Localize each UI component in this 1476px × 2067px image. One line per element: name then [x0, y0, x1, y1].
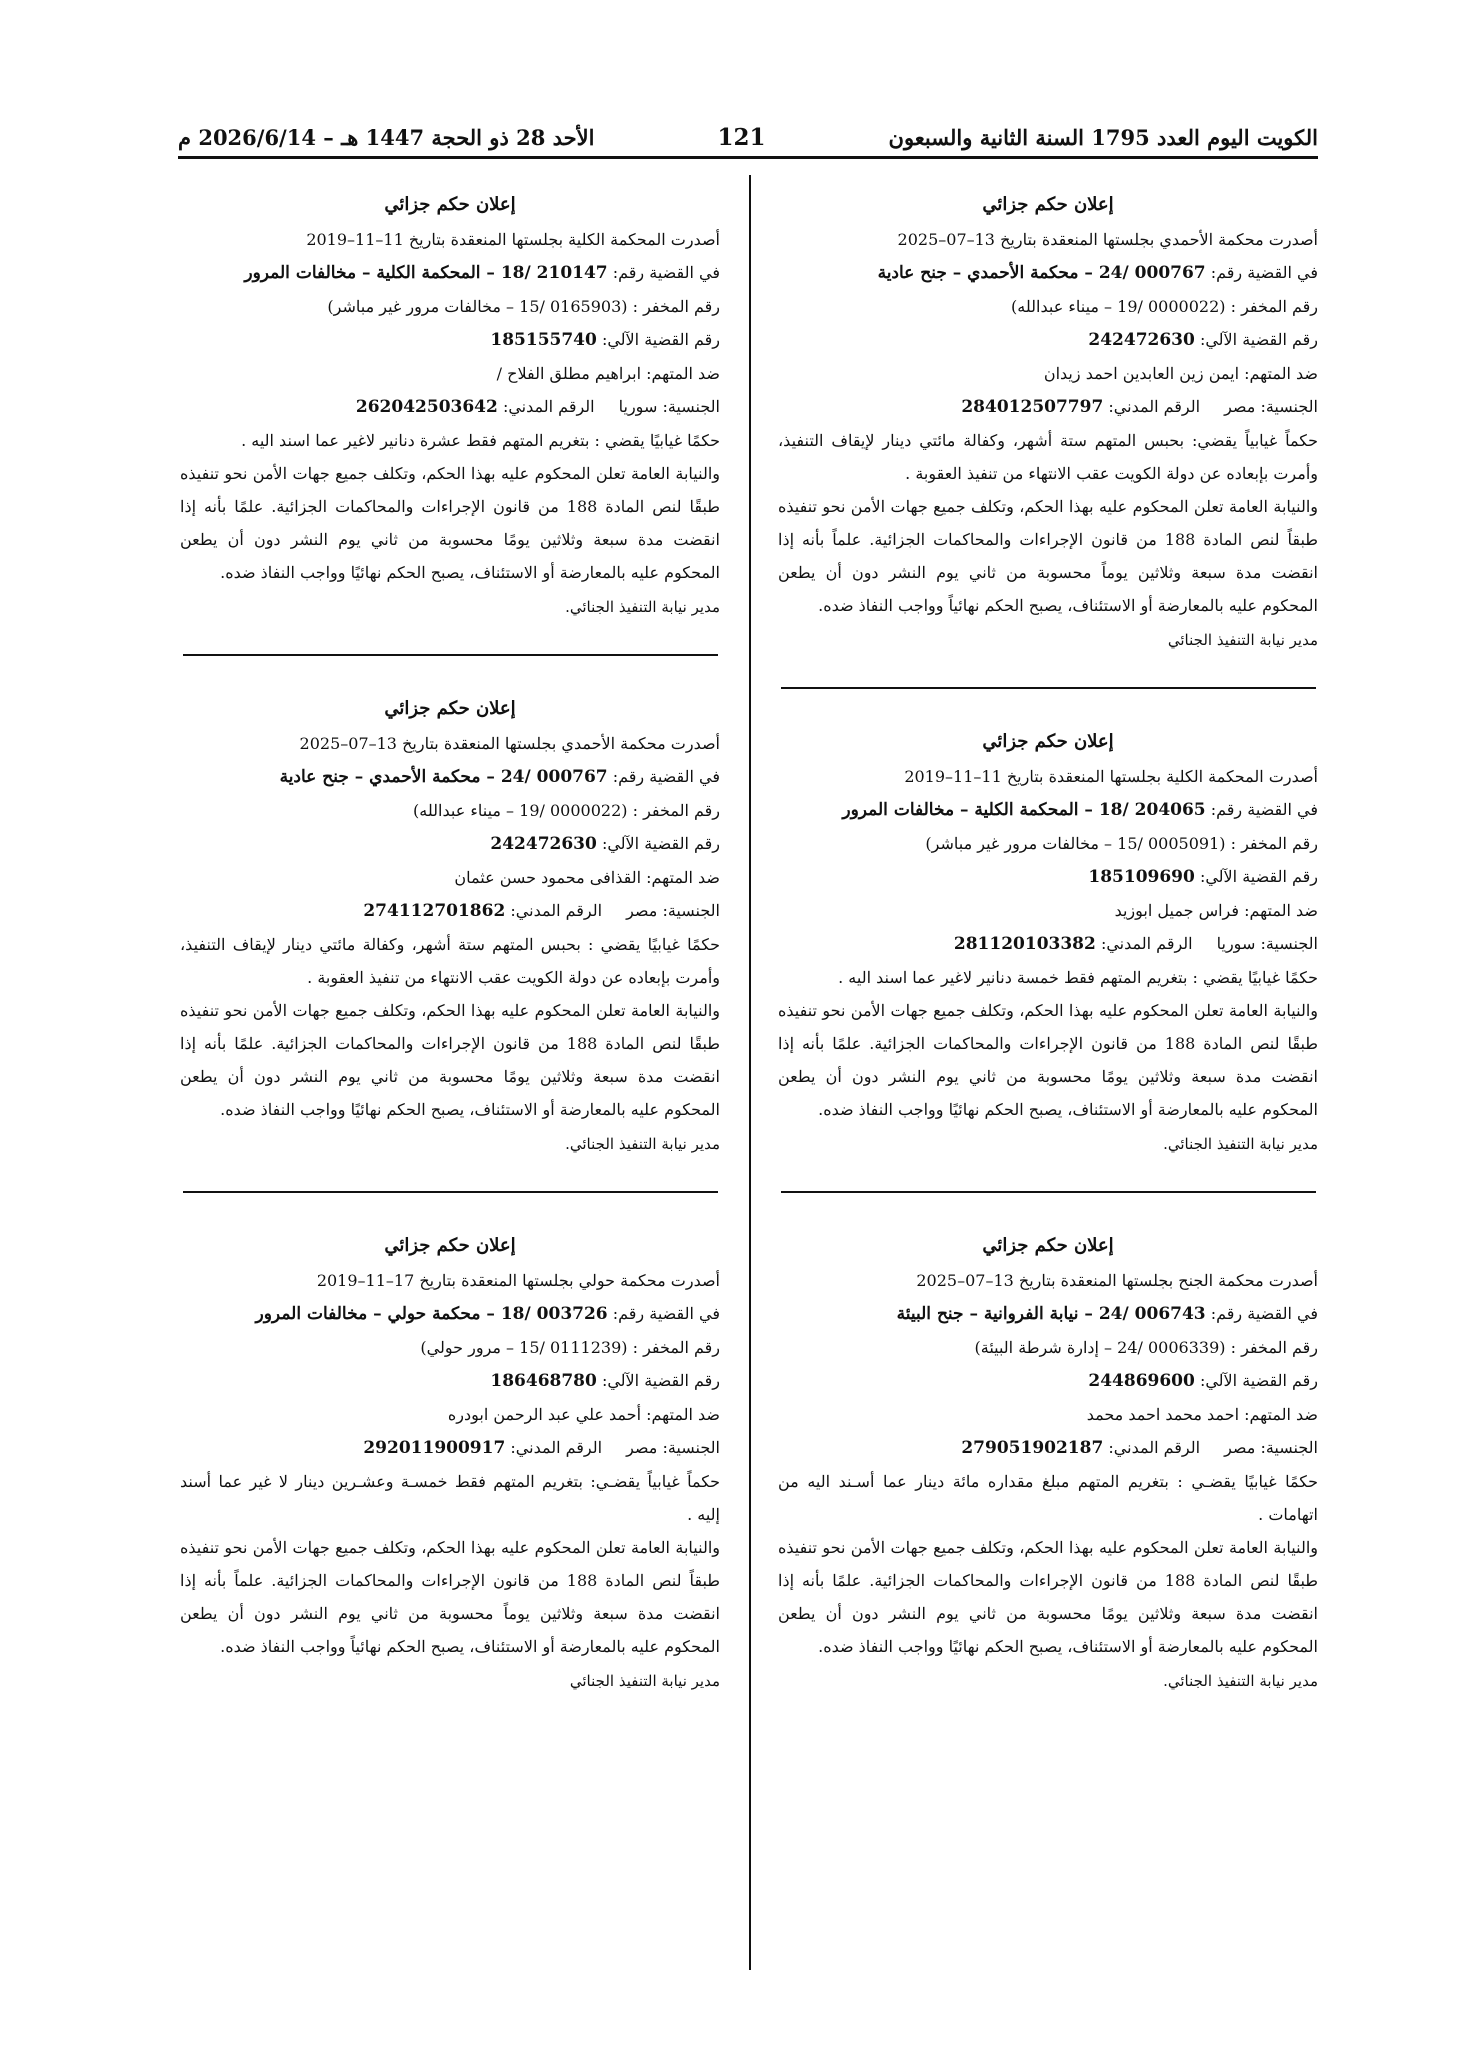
civil-number-value: 292011900917 [363, 1438, 506, 1458]
accused-label: ضد المتهم: [646, 364, 720, 383]
case-number-line [180, 760, 720, 794]
nationality-value: مصر [1224, 397, 1256, 416]
page-number: 121 [717, 123, 766, 151]
issued-by-line: أصدرت محكمة الأحمدي بجلستها المنعقدة بتاريخ 13–07–2025 [299, 734, 720, 753]
station-number-label: رقم المخفر : [632, 297, 720, 316]
auto-case-number-label: رقم القضية الآلي: [1199, 330, 1318, 349]
notice-separator [183, 1191, 718, 1193]
announcement-text: والنيابة العامة تعلن المحكوم عليه بهذا الحكم، وتكلف جميع جهات الأمن نحو تنفيذه طبقاً لنص المادة 188 من قانون الإجراءات والمحاكمات الجزائية. علماً بأنه إذا انقضت مدة سبعة وثلاثين يوماً محسوبة من ثاني يوم النشر دون أن يطعن المحكوم عليه بالمعارضة أو الاستئناف، يصبح الحكم نهائياً وواجب النفاذ ضده. [180, 1538, 721, 1656]
judgment-text: حكماً غيابياً يقضـي: بتغريم المتهم فقط خمسـة وعشـرين دينار لا غير عما أسند إليه . [180, 1472, 720, 1524]
accused-name: القذافى محمود حسن عثمان [454, 868, 642, 887]
auto-case-number-line [778, 860, 1318, 894]
judgment-text: حكمًا غيابيًا يقضي : بتغريم المتهم فقط خمسة دنانير لاغير عما اسند اليه . [838, 968, 1318, 987]
station-number-line [180, 794, 720, 827]
civil-number-label: الرقم المدني: [510, 1438, 603, 1457]
accused-line [180, 1398, 720, 1431]
auto-case-number-value: 244869600 [1088, 1371, 1195, 1391]
judgment-text: حكمًا غيابيًا يقضـي : بتغريم المتهم مبلغ مقداره مائة دينار عما أسـند اليه من اتهامات . [778, 1472, 1318, 1524]
notice-title: إعلان حكم جزائي [982, 194, 1114, 215]
notice [180, 1229, 720, 1698]
auto-case-number-line [180, 827, 720, 861]
case-number-value: 204065 /18 – المحكمة الكلية – مخالفات المرور [842, 800, 1206, 820]
issued-by-line: أصدرت المحكمة الكلية بجلستها المنعقدة بتاريخ 11–11–2019 [306, 230, 720, 249]
case-number-label: في القضية رقم: [612, 263, 720, 282]
auto-case-number-value: 242472630 [1088, 330, 1195, 350]
case-number-line [778, 793, 1318, 827]
notice-separator [781, 1191, 1316, 1193]
accused-line [778, 1398, 1318, 1431]
issued-by-line: أصدرت محكمة الجنح بجلستها المنعقدة بتاريخ 13–07–2025 [916, 1271, 1318, 1290]
nationality-line [180, 894, 720, 928]
auto-case-number-value: 186468780 [490, 1371, 597, 1391]
case-number-value: 003726 /18 – محكمة حولي – مخالفات المرور [255, 1304, 608, 1324]
case-number-value: 006743 /24 – نيابة الفروانية – جنح البيئة [896, 1304, 1206, 1324]
notice [778, 1229, 1318, 1698]
judgment-text: حكمًا غيابيًا يقضي : بحبس المتهم ستة أشهر، وكفالة مائتي دينار لإيقاف التنفيذ، وأمرت بإبعاده عن دولة الكويت عقب الانتهاء من تنفيذ العقوبة . [180, 935, 720, 987]
nationality-value: مصر [1224, 1438, 1256, 1457]
issue-date: الأحد 28 ذو الحجة 1447 هـ – 2026/6/14 م [178, 124, 595, 150]
case-number-label: في القضية رقم: [1210, 800, 1318, 819]
gazette-issue: الكويت اليوم العدد 1795 السنة الثانية والسبعون [888, 124, 1318, 150]
case-number-value: 000767 /24 – محكمة الأحمدي – جنح عادية [877, 263, 1206, 283]
station-number-line [778, 1331, 1318, 1364]
issued-by-line: أصدرت المحكمة الكلية بجلستها المنعقدة بتاريخ 11–11–2019 [904, 767, 1318, 786]
announcement-text: والنيابة العامة تعلن المحكوم عليه بهذا الحكم، وتكلف جميع جهات الأمن نحو تنفيذه طبقاً لنص المادة 188 من قانون الإجراءات والمحاكمات الجزائية. علماً بأنه إذا انقضت مدة سبعة وثلاثين يوماً محسوبة من ثاني يوم النشر دون أن يطعن المحكوم عليه بالمعارضة أو الاستئناف، يصبح الحكم نهائياً وواجب النفاذ ضده. [778, 497, 1319, 615]
civil-number-label: الرقم المدني: [510, 901, 603, 920]
case-number-label: في القضية رقم: [612, 1304, 720, 1323]
notice-separator [781, 687, 1316, 689]
accused-label: ضد المتهم: [646, 1405, 720, 1424]
civil-number-label: الرقم المدني: [1108, 1438, 1201, 1457]
nationality-value: سوريا [1216, 934, 1256, 953]
accused-label: ضد المتهم: [646, 868, 720, 887]
signature: مدير نيابة التنفيذ الجنائي [1167, 631, 1318, 649]
station-number-label: رقم المخفر : [632, 1338, 720, 1357]
accused-name: ابراهيم مطلق الفلاح / [496, 364, 642, 383]
accused-line [778, 357, 1318, 390]
nationality-line [180, 1431, 720, 1465]
station-number-line [180, 1331, 720, 1364]
signature: مدير نيابة التنفيذ الجنائي. [565, 598, 720, 616]
notice-title: إعلان حكم جزائي [384, 698, 516, 719]
nationality-label: الجنسية: [662, 397, 720, 416]
case-number-line [778, 256, 1318, 290]
auto-case-number-value: 185155740 [490, 330, 597, 350]
civil-number-label: الرقم المدني: [1108, 397, 1201, 416]
auto-case-number-line [180, 1364, 720, 1398]
civil-number-value: 262042503642 [355, 397, 498, 417]
station-number-label: رقم المخفر : [1230, 834, 1318, 853]
accused-label: ضد المتهم: [1244, 1405, 1318, 1424]
column-divider [749, 175, 751, 1970]
page-header [178, 118, 1318, 159]
civil-number-label: الرقم المدني: [1100, 934, 1193, 953]
notice-title: إعلان حكم جزائي [384, 194, 516, 215]
notice-separator [183, 654, 718, 656]
auto-case-number-line [778, 1364, 1318, 1398]
nationality-label: الجنسية: [1260, 397, 1318, 416]
nationality-value: مصر [626, 901, 658, 920]
right-column [778, 188, 1318, 1698]
accused-label: ضد المتهم: [1244, 364, 1318, 383]
accused-name: ايمن زين العابدين احمد زيدان [1043, 364, 1240, 383]
civil-number-label: الرقم المدني: [502, 397, 595, 416]
notice [180, 188, 720, 624]
civil-number-value: 279051902187 [961, 1438, 1104, 1458]
case-number-line [778, 1297, 1318, 1331]
station-number-line [778, 290, 1318, 323]
station-number-label: رقم المخفر : [1230, 1338, 1318, 1357]
announcement-text: والنيابة العامة تعلن المحكوم عليه بهذا الحكم، وتكلف جميع جهات الأمن نحو تنفيذه طبقًا لنص المادة 188 من قانون الإجراءات والمحاكمات الجزائية. علمًا بأنه إذا انقضت مدة سبعة وثلاثين يومًا محسوبة من ثاني يوم النشر دون أن يطعن المحكوم عليه بالمعارضة أو الاستئناف، يصبح الحكم نهائيًا وواجب النفاذ ضده. [778, 1001, 1319, 1119]
nationality-line [778, 390, 1318, 424]
auto-case-number-value: 185109690 [1088, 867, 1195, 887]
notice [778, 725, 1318, 1161]
accused-line [180, 357, 720, 390]
auto-case-number-value: 242472630 [490, 834, 597, 854]
notice [778, 188, 1318, 657]
notice [180, 692, 720, 1161]
auto-case-number-label: رقم القضية الآلي: [1199, 1371, 1318, 1390]
notice-title: إعلان حكم جزائي [982, 1235, 1114, 1256]
accused-name: احمد محمد احمد محمد [1086, 1405, 1240, 1424]
issued-by-line: أصدرت محكمة حولي بجلستها المنعقدة بتاريخ 17–11–2019 [316, 1271, 720, 1290]
nationality-line [180, 390, 720, 424]
case-number-value: 210147 /18 – المحكمة الكلية – مخالفات المرور [244, 263, 608, 283]
case-number-label: في القضية رقم: [1210, 1304, 1318, 1323]
signature: مدير نيابة التنفيذ الجنائي. [1163, 1135, 1318, 1153]
auto-case-number-label: رقم القضية الآلي: [601, 834, 720, 853]
nationality-line [778, 927, 1318, 961]
nationality-line [778, 1431, 1318, 1465]
auto-case-number-label: رقم القضية الآلي: [1199, 867, 1318, 886]
civil-number-value: 281120103382 [953, 934, 1096, 954]
issued-by-line: أصدرت محكمة الأحمدي بجلستها المنعقدة بتاريخ 13–07–2025 [897, 230, 1318, 249]
left-column [180, 188, 720, 1698]
judgment-text: حكمًا غيابيًا يقضي : بتغريم المتهم فقط عشرة دنانير لاغير عما اسند اليه . [241, 431, 720, 450]
station-number-line [180, 290, 720, 323]
notice-title: إعلان حكم جزائي [384, 1235, 516, 1256]
signature: مدير نيابة التنفيذ الجنائي [569, 1672, 720, 1690]
auto-case-number-line [778, 323, 1318, 357]
station-number-value: (0000022 /19 – ميناء عبدالله) [1011, 297, 1226, 316]
case-number-label: في القضية رقم: [612, 767, 720, 786]
announcement-text: والنيابة العامة تعلن المحكوم عليه بهذا الحكم، وتكلف جميع جهات الأمن نحو تنفيذه طبقًا لنص المادة 188 من قانون الإجراءات والمحاكمات الجزائية. علمًا بأنه إذا انقضت مدة سبعة وثلاثين يومًا محسوبة من ثاني يوم النشر دون أن يطعن المحكوم عليه بالمعارضة أو الاستئناف، يصبح الحكم نهائيًا وواجب النفاذ ضده. [180, 464, 721, 582]
announcement-text: والنيابة العامة تعلن المحكوم عليه بهذا الحكم، وتكلف جميع جهات الأمن نحو تنفيذه طبقًا لنص المادة 188 من قانون الإجراءات والمحاكمات الجزائية. علمًا بأنه إذا انقضت مدة سبعة وثلاثين يومًا محسوبة من ثاني يوم النشر دون أن يطعن المحكوم عليه بالمعارضة أو الاستئناف، يصبح الحكم نهائيًا وواجب النفاذ ضده. [180, 1001, 721, 1119]
station-number-line [778, 827, 1318, 860]
accused-name: فراس جميل ابوزيد [1114, 901, 1240, 920]
signature: مدير نيابة التنفيذ الجنائي. [565, 1135, 720, 1153]
judgment-text: حكماً غيابياً يقضي: بحبس المتهم ستة أشهر، وكفالة مائتي دينار لإيقاف التنفيذ، وأمرت بإبعاده عن دولة الكويت عقب الانتهاء من تنفيذ العقوبة . [778, 431, 1318, 483]
auto-case-number-line [180, 323, 720, 357]
station-number-value: (0111239 /15 – مرور حولي) [420, 1338, 628, 1357]
station-number-value: (0000022 /19 – ميناء عبدالله) [413, 801, 628, 820]
station-number-value: (0005091 /15 – مخالفات مرور غير مباشر) [925, 834, 1226, 853]
notice-title: إعلان حكم جزائي [982, 731, 1114, 752]
nationality-label: الجنسية: [1260, 1438, 1318, 1457]
accused-name: أحمد علي عبد الرحمن ابودره [447, 1405, 642, 1424]
signature: مدير نيابة التنفيذ الجنائي. [1163, 1672, 1318, 1690]
case-number-line [180, 256, 720, 290]
auto-case-number-label: رقم القضية الآلي: [601, 1371, 720, 1390]
case-number-value: 000767 /24 – محكمة الأحمدي – جنح عادية [279, 767, 608, 787]
accused-line [778, 894, 1318, 927]
civil-number-value: 284012507797 [961, 397, 1104, 417]
station-number-value: (0165903 /15 – مخالفات مرور غير مباشر) [327, 297, 628, 316]
accused-label: ضد المتهم: [1244, 901, 1318, 920]
nationality-label: الجنسية: [662, 901, 720, 920]
nationality-label: الجنسية: [1260, 934, 1318, 953]
case-number-line [180, 1297, 720, 1331]
case-number-label: في القضية رقم: [1210, 263, 1318, 282]
announcement-text: والنيابة العامة تعلن المحكوم عليه بهذا الحكم، وتكلف جميع جهات الأمن نحو تنفيذه طبقًا لنص المادة 188 من قانون الإجراءات والمحاكمات الجزائية. علمًا بأنه إذا انقضت مدة سبعة وثلاثين يومًا محسوبة من ثاني يوم النشر دون أن يطعن المحكوم عليه بالمعارضة أو الاستئناف، يصبح الحكم نهائيًا وواجب النفاذ ضده. [778, 1538, 1319, 1656]
civil-number-value: 274112701862 [363, 901, 506, 921]
station-number-label: رقم المخفر : [632, 801, 720, 820]
nationality-value: مصر [626, 1438, 658, 1457]
station-number-value: (0006339 /24 – إدارة شرطة البيئة) [974, 1338, 1226, 1357]
nationality-value: سوريا [618, 397, 658, 416]
station-number-label: رقم المخفر : [1230, 297, 1318, 316]
auto-case-number-label: رقم القضية الآلي: [601, 330, 720, 349]
accused-line [180, 861, 720, 894]
nationality-label: الجنسية: [662, 1438, 720, 1457]
